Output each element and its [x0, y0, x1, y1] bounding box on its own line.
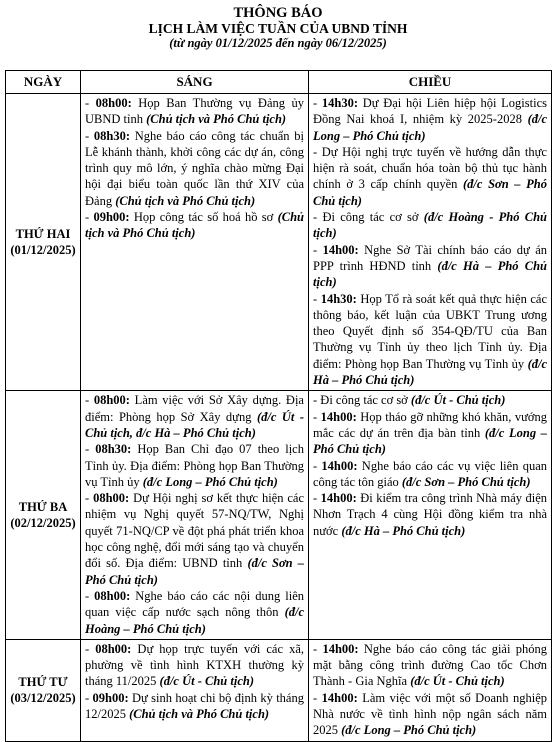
- schedule-item: - 14h30: Dự Đại hội Liên hiệp hội Logistics Đồng Nai khoá I, nhiệm kỳ 2025-2028 (đ/c Long – Phó Chủ tịch): [313, 96, 547, 143]
- day-cell: [6, 94, 81, 391]
- item-text: Họp tháo gỡ những khó khăn, vướng mắc các dự án trên địa bàn tỉnh: [313, 409, 547, 440]
- item-attendees: (Chủ tịch và Phó Chủ tịch): [115, 193, 256, 208]
- item-time: 14h30:: [321, 96, 358, 110]
- schedule-item: - 14h00: Nghe báo cáo các vụ việc liên quan công tác tôn giáo (đ/c Sơn – Phó Chủ tịch): [313, 458, 547, 489]
- item-attendees: (đ/c Hoàng – Phó Chủ tịch): [85, 605, 304, 636]
- document-title: THÔNG BÁO: [233, 5, 323, 21]
- item-time: 08h00:: [95, 641, 132, 656]
- schedule-item: - 09h00: Họp công tác số hoá hồ sơ (Chủ tịch và Phó Chủ tịch): [85, 210, 304, 241]
- item-text: Họp Ban Thường vụ Đảng ủy UBND tỉnh: [85, 96, 304, 127]
- day-name: THỨ BA: [18, 500, 68, 515]
- item-attendees: (Chủ tịch và Phó Chủ tịch): [146, 112, 287, 127]
- item-time: 14h00:: [321, 458, 358, 473]
- item-text: Nghe báo cáo công tác chuẩn bị Lễ khánh thành, khởi công các dự án, công trình quy mô lớn, ý nghĩa chào mừng Đại hội đại biểu toàn quốc lần thứ XIV của Đảng: [85, 128, 304, 208]
- item-time: 14h00:: [320, 409, 357, 424]
- schedule-item: - 08h00: Dự Hội nghị sơ kết thực hiện các nhiệm vụ Nghị quyết 57-NQ/TW, Nghị quyết 71-NQ/CP về đột phá phát triển khoa học công nghệ, đổi mới sáng tạo và chuyển đổi số. Địa điểm: UBND tỉnh (đ/c Sơn – Phó Chủ tịch): [85, 491, 305, 587]
- item-text: Dự Hội nghị sơ kết thực hiện các nhiệm vụ Nghị quyết 57-NQ/TW, Nghị quyết 71-NQ/CP về đột phá phát triển khoa học công nghệ, đổi mới sáng tạo và chuyển đổi số. Địa điểm: UBND tỉnh: [85, 491, 305, 571]
- item-text: Dự Hội nghị trực tuyến về hướng dẫn thực hiện rà soát, chuẩn hóa toàn bộ thủ tục hành chính ở 3 cấp chính quyền: [313, 144, 547, 192]
- item-time: 09h00:: [92, 690, 129, 705]
- table-row: [6, 391, 552, 639]
- item-text: Dự Đại hội Liên hiệp hội Logistics Đồng Nai khoá I, nhiệm kỳ 2025-2028: [313, 96, 547, 127]
- item-attendees: (đ/c Út - Chủ tịch): [159, 674, 254, 689]
- document-header: [0, 0, 556, 51]
- item-attendees: (đ/c Út - Chủ tịch): [410, 393, 506, 408]
- item-time: 14h00:: [322, 242, 359, 257]
- schedule-item: - 08h30: Họp Ban Chỉ đạo 07 theo lịch Tỉnh ủy. Địa điểm: Phòng họp Ban Thường vụ Tỉnh ủy (đ/c Long – Phó Chủ tịch): [85, 442, 304, 489]
- table-header-row: [6, 71, 552, 94]
- col-header-afternoon: CHIỀU: [309, 71, 552, 94]
- afternoon-cell: [309, 391, 552, 639]
- table-row: [6, 94, 552, 391]
- item-text: Làm việc với Sở Xây dựng. Địa điểm: Phòng họp Sở Xây dựng: [85, 393, 304, 424]
- schedule-item: - Đi công tác cơ sở (đ/c Út - Chủ tịch): [313, 393, 506, 408]
- item-attendees: (đ/c Sơn – Phó Chủ tịch): [85, 556, 305, 587]
- day-date: (03/12/2025): [10, 691, 76, 706]
- afternoon-cell: [309, 639, 552, 741]
- schedule-item: - 14h00: Làm việc với một số Doanh nghiệp Nhà nước về tình hình nộp ngân sách năm 2025 (đ/c Long – Phó Chủ tịch): [313, 690, 547, 738]
- item-time: 14h30:: [320, 291, 357, 306]
- item-attendees: (đ/c Sơn – Phó Chủ tịch): [401, 474, 531, 489]
- item-text: Nghe Sở Tài chính báo cáo dự án PPP trình HĐND tỉnh: [313, 242, 547, 273]
- document-subtitle: LỊCH LÀM VIỆC TUẦN CỦA UBND TỈNH: [148, 21, 408, 36]
- item-time: 09h00:: [93, 210, 130, 225]
- item-time: 08h00:: [94, 588, 131, 603]
- item-attendees: (Chủ tịch và Phó Chủ tịch): [85, 210, 304, 241]
- day-name: THỨ HAI: [15, 227, 71, 242]
- schedule-item: - 09h00: Dự sinh hoạt chi bộ định kỳ tháng 12/2025 (Chủ tịch và Phó Chủ tịch): [85, 690, 304, 721]
- item-attendees: (đ/c Út - Chủ tịch, đ/c Hà – Phó Chủ tịch): [85, 409, 304, 440]
- item-text: Đi công tác cơ sở: [320, 393, 411, 408]
- table-row: [6, 639, 552, 741]
- schedule-table: [5, 70, 552, 742]
- item-time: 14h00:: [322, 641, 359, 656]
- item-text: Nghe báo cáo các vụ việc liên quan công tác tôn giáo: [313, 458, 547, 489]
- schedule-item: - Dự Hội nghị trực tuyến về hướng dẫn thực hiện rà soát, chuẩn hóa toàn bộ thủ tục hành chính ở 3 cấp chính quyền (đ/c Sơn – Phó Chủ tịch): [313, 144, 548, 208]
- item-text: Làm việc với một số Doanh nghiệp Nhà nước về tình hình nộp ngân sách năm 2025: [313, 690, 547, 738]
- item-time: 08h30:: [95, 442, 132, 457]
- item-attendees: (đ/c Long – Phó Chủ tịch): [341, 723, 477, 738]
- item-text: Đi kiểm tra công trình Nhà máy điện Nhơn Trạch 4 cùng Hội đồng kiểm tra nhà nước: [313, 491, 547, 538]
- item-attendees: (đ/c Hà – Phó Chủ tịch): [313, 356, 547, 388]
- schedule-item: - Đi công tác cơ sở (đ/c Hoàng - Phó Chủ tịch): [313, 210, 547, 241]
- item-attendees: (đ/c Hoàng - Phó Chủ tịch): [313, 210, 547, 241]
- item-time: 08h00:: [93, 491, 130, 506]
- col-header-day: NGÀY: [6, 71, 81, 94]
- item-time: 08h30:: [93, 128, 131, 143]
- schedule-item: - 14h00: Họp tháo gỡ những khó khăn, vướng mắc các dự án trên địa bàn tỉnh (đ/c Long – Phó Chủ tịch): [313, 409, 547, 457]
- item-text: Dự họp trực tuyến với các xã, phường về tình hình KTXH thường kỳ tháng 11/2025: [85, 641, 304, 689]
- item-attendees: (đ/c Long – Phó Chủ tịch): [313, 112, 547, 143]
- date-range: (từ ngày 01/12/2025 đến ngày 06/12/2025): [169, 36, 387, 50]
- schedule-item: - 08h00: Làm việc với Sở Xây dựng. Địa điểm: Phòng họp Sở Xây dựng (đ/c Út - Chủ tịch, đ/c Hà – Phó Chủ tịch): [85, 393, 304, 440]
- item-time: 14h00:: [320, 491, 357, 506]
- day-date: (01/12/2025): [10, 243, 76, 258]
- item-time: 08h00:: [95, 96, 132, 110]
- item-attendees: (Chủ tịch và Phó Chủ tịch): [129, 706, 270, 721]
- schedule-item: - 14h00: Đi kiểm tra công trình Nhà máy điện Nhơn Trạch 4 cùng Hội đồng kiểm tra nhà nước (đ/c Hà – Phó Chủ tịch): [313, 491, 547, 538]
- schedule-item: - 08h30: Nghe báo cáo công tác chuẩn bị Lễ khánh thành, khởi công các dự án, công trình quy mô lớn, ý nghĩa chào mừng Đại hội đại biểu toàn quốc lần thứ XIV của Đảng (Chủ tịch và Phó Chủ tịch): [85, 128, 304, 208]
- item-attendees: (đ/c Hà – Phó Chủ tịch): [341, 523, 466, 538]
- item-attendees: (đ/c Út - Chủ tịch): [410, 674, 505, 689]
- item-text: Nghe báo cáo các nội dung liên quan việc cấp nước sạch nông thôn: [85, 588, 304, 620]
- schedule-item: - 14h00: Nghe báo cáo công tác giải phóng mặt bằng công trình đường Cao tốc Chơn Thành - Gia Nghĩa (đ/c Út - Chủ tịch): [313, 641, 547, 689]
- item-attendees: (đ/c Hà – Phó Chủ tịch): [313, 258, 547, 290]
- day-cell: [6, 639, 81, 741]
- day-date: (02/12/2025): [10, 516, 76, 531]
- item-text: Họp công tác số hoá hồ sơ: [129, 210, 278, 225]
- schedule-item: - 14h30: Họp Tổ rà soát kết quả thực hiện các thông báo, kết luận của UBKT Trung ương theo Quyết định số 354-QĐ/TU của Ban Thường vụ Tỉnh ủy theo lịch Tỉnh ủy. Địa điểm: Phòng họp Ban Thường vụ Tỉnh ủy (đ/c Hà – Phó Chủ tịch): [313, 291, 547, 388]
- day-name: THỨ TƯ: [18, 675, 68, 690]
- item-text: Dự sinh hoạt chi bộ định kỳ tháng 12/2025: [85, 690, 304, 721]
- schedule-item: - 14h00: Nghe Sở Tài chính báo cáo dự án PPP trình HĐND tỉnh (đ/c Hà – Phó Chủ tịch): [313, 242, 547, 290]
- afternoon-cell: [309, 94, 552, 391]
- item-text: Đi công tác cơ sở: [322, 210, 424, 225]
- item-attendees: (đ/c Long – Phó Chủ tịch): [313, 425, 547, 457]
- schedule-item: - 08h00: Nghe báo cáo các nội dung liên quan việc cấp nước sạch nông thôn (đ/c Hoàng – Phó Chủ tịch): [85, 588, 304, 636]
- schedule-item: - 08h00: Họp Ban Thường vụ Đảng ủy UBND tỉnh (Chủ tịch và Phó Chủ tịch): [85, 96, 304, 127]
- schedule-item: - 08h00: Dự họp trực tuyến với các xã, phường về tình hình KTXH thường kỳ tháng 11/2025 (đ/c Út - Chủ tịch): [85, 641, 304, 689]
- item-text: Nghe báo cáo công tác giải phóng mặt bằng công trình đường Cao tốc Chơn Thành - Gia Nghĩa: [313, 641, 547, 689]
- item-attendees: (đ/c Long – Phó Chủ tịch): [142, 474, 278, 489]
- morning-cell: [81, 391, 309, 639]
- item-time: 14h00:: [321, 690, 358, 705]
- item-attendees: (đ/c Sơn – Phó Chủ tịch): [313, 177, 548, 208]
- morning-cell: [81, 639, 309, 741]
- item-time: 08h00:: [93, 393, 130, 408]
- item-text: Họp Tổ rà soát kết quả thực hiện các thông báo, kết luận của UBKT Trung ương theo Quyết định số 354-QĐ/TU của Ban Thường vụ Tỉnh ủy theo lịch Tỉnh ủy. Địa điểm: Phòng họp Ban Thường vụ Tỉnh ủy: [313, 291, 547, 371]
- day-cell: [6, 391, 81, 639]
- morning-cell: [81, 94, 309, 391]
- col-header-morning: SÁNG: [81, 71, 309, 94]
- item-text: Họp Ban Chỉ đạo 07 theo lịch Tỉnh ủy. Địa điểm: Phòng họp Ban Thường vụ Tỉnh ủy: [85, 442, 304, 489]
